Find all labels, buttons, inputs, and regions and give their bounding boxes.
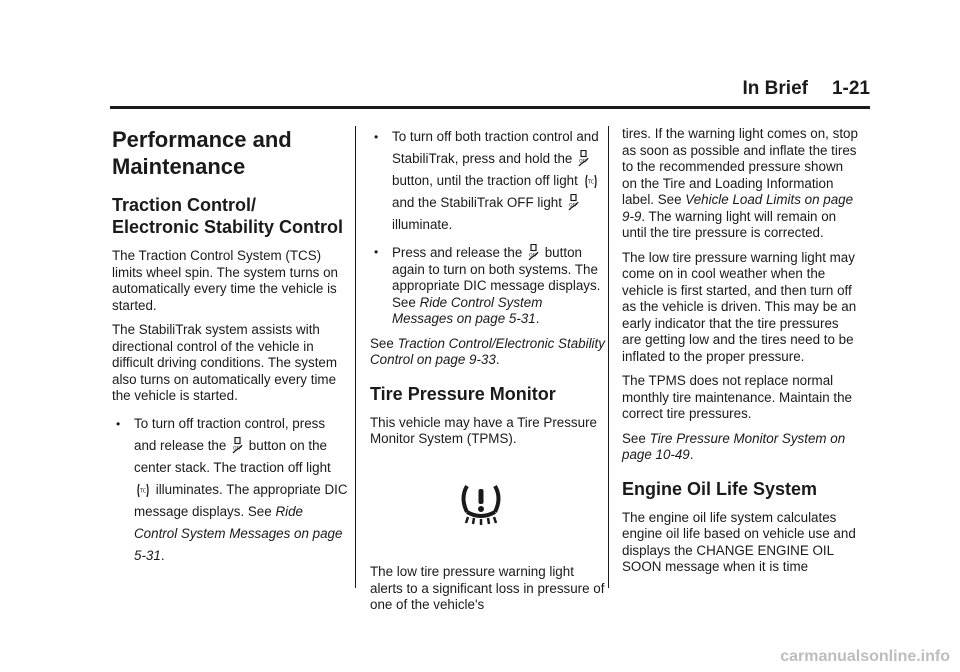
header-section: In Brief xyxy=(742,78,808,99)
list-item: • To turn off traction control, press and release the OFF button on the center stack. The traction off light TC illuminates. The appropriate DIC message displays. See Ride Control System Messages on page 5-31. xyxy=(112,413,348,567)
paragraph-tpms-alert: The low tire pressure warning light alerts to a significant loss in pressure of one of the vehicle's xyxy=(370,564,605,612)
column-divider-1 xyxy=(355,126,356,588)
stabilitrak-off-icon xyxy=(568,194,579,211)
instruction-list-1 xyxy=(112,413,348,567)
page-header xyxy=(110,78,870,109)
header-text xyxy=(743,78,870,100)
traction-off-icon xyxy=(136,483,150,498)
traction-off-icon xyxy=(584,174,598,189)
svg-text:OFF: OFF xyxy=(579,159,588,165)
paragraph-tcs: The Traction Control System (TCS) limits wheel spin. The system turns on automatically every time the vehicle is started. xyxy=(112,248,338,313)
list-item: • To turn off both traction control and StabiliTrak, press and hold the OFF button, until the traction off light TC and the StabiliTrak OFF light OFF illuminate. xyxy=(370,126,606,236)
bullet: • xyxy=(374,245,379,259)
see-reference: See Tire Pressure Monitor System on page 10-49. xyxy=(622,430,846,462)
watermark: carmanualsonline.info xyxy=(780,648,950,665)
svg-text:OFF: OFF xyxy=(233,446,242,451)
svg-text:TC: TC xyxy=(140,488,147,494)
stabilitrak-button-icon xyxy=(578,150,589,167)
link-traction-control[interactable]: Traction Control/Electronic Stability Control on page 9-33 xyxy=(370,335,605,367)
link-ride-control[interactable]: Ride Control System Messages on page 5-31 xyxy=(134,503,343,563)
bullet: • xyxy=(116,416,121,431)
svg-text:OFF: OFF xyxy=(529,253,538,259)
link-tpms-system[interactable]: Tire Pressure Monitor System on page 10-49 xyxy=(622,430,846,462)
stabilitrak-button-icon xyxy=(232,437,243,454)
column-3 xyxy=(622,126,858,584)
bullet: • xyxy=(374,130,379,144)
header-page-number: 1-21 xyxy=(831,78,870,99)
paragraph-inflate: tires. If the warning light comes on, stop as soon as possible and inflate the tires to the recommended pressure shown on the Tire and Loading Information label. See Vehicle Load Limits on page 9-9. The warning light will remain on until the tire pressure is corrected. xyxy=(622,126,858,240)
svg-text:TC: TC xyxy=(587,179,594,186)
list-item: • Press and release the OFF button again to turn on both systems. The appropriate DIC message displays. See Ride Control System Messages on page 5-31. xyxy=(374,245,601,326)
paragraph-tpms-intro: This vehicle may have a Tire Pressure Monitor System (TPMS). xyxy=(370,414,597,446)
paragraph-maintenance: The TPMS does not replace normal monthly tire maintenance. Maintain the correct tire pressures. xyxy=(622,373,852,421)
paragraph-cool-weather: The low tire pressure warning light may come on in cool weather when the vehicle is first started, and then turn off as the vehicle is driven. This may be an early indicator that the tire pressures are getting low and the tires need to be inflated to the proper pressure. xyxy=(622,249,857,364)
section-title: Performance and Maintenance xyxy=(112,127,292,179)
link-vehicle-load-limits[interactable]: Vehicle Load Limits on page 9-9 xyxy=(622,192,854,224)
paragraph-oil-life: The engine oil life system calculates engine oil life based on vehicle use and displays the CHANGE ENGINE OIL SOON message when it is time xyxy=(622,509,856,574)
paragraph-stabilitrak: The StabiliTrak system assists with directional control of the vehicle in difficult driving conditions. The system also turns on automatically every time the vehicle is started. xyxy=(112,322,338,403)
svg-text:OFF: OFF xyxy=(568,203,578,209)
see-reference: See Traction Control/Electronic Stability Control on page 9-33. xyxy=(370,335,605,367)
tpms-icon-container xyxy=(370,482,606,531)
instruction-list-2 xyxy=(370,126,606,328)
tpms-warning-icon xyxy=(458,482,504,526)
subsection-title-oil-life: Engine Oil Life System xyxy=(622,478,818,499)
column-divider-2 xyxy=(608,126,609,588)
column-1 xyxy=(112,126,348,575)
link-ride-control[interactable]: Ride Control System Messages on page 5-31 xyxy=(392,294,543,326)
column-2 xyxy=(370,126,606,622)
subsection-title-tpms: Tire Pressure Monitor xyxy=(370,383,556,404)
subsection-title-traction: Traction Control/ Electronic Stability Control xyxy=(112,195,344,237)
stabilitrak-button-icon xyxy=(528,244,539,261)
